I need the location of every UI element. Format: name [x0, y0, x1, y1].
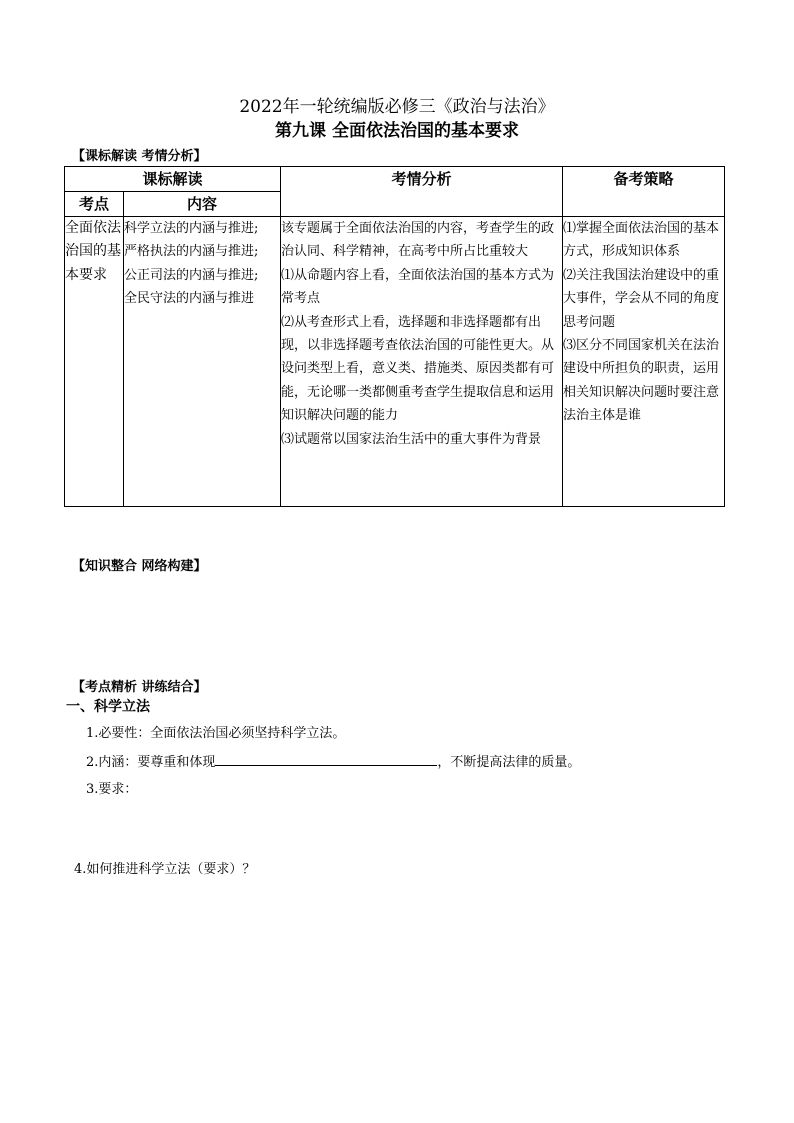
strategy-paragraph: ⑶区分不同国家机关在法治建设中所担负的职责，运用相关知识解决问题时要注意法治主体是谁 [563, 338, 720, 424]
item-question: 4.如何推进科学立法（要求）？ [74, 862, 256, 877]
header-point: 考点 [65, 192, 124, 217]
cell-content [124, 217, 281, 507]
analysis-paragraph: ⑶试题常以国家法治生活中的重大事件为背景 [281, 431, 542, 447]
content-line: 科学立法的内涵与推进; [124, 221, 259, 236]
heading-scientific-legislation: 一、科学立法 [66, 699, 150, 715]
curriculum-analysis-table [64, 166, 725, 507]
content-line: 公正司法的内涵与推进; [124, 267, 259, 283]
cell-strategy [563, 217, 725, 507]
strategy-paragraph: ⑵关注我国法治建设中的重大事件，学会从不同的角度思考问题 [563, 267, 720, 330]
content-line: 严格执法的内涵与推进; [124, 244, 259, 260]
item-necessity: 1.必要性：全面依法治国必须坚持科学立法。 [86, 726, 346, 741]
analysis-paragraph: ⑴从命题内容上看，全面依法治国的基本方式为常考点 [281, 267, 555, 307]
item-connotation-suffix: ，不断提高法律的质量。 [437, 755, 581, 770]
section-label-knowledge: 【知识整合 网络构建】 [72, 559, 207, 574]
content-line: 全民守法的内涵与推进 [124, 291, 255, 307]
cell-point: 全面依法治国的基本要求 [65, 217, 124, 507]
header-curriculum: 课标解读 [65, 167, 281, 192]
item-connotation [86, 753, 580, 772]
strategy-paragraph: ⑴掌握全面依法治国的基本方式，形成知识体系 [563, 221, 720, 260]
analysis-paragraph: 该专题属于全面依法治国的内容，考查学生的政治认同、科学精神，在高考中所占比重较大 [281, 221, 555, 260]
document-title: 2022年一轮统编版必修三《政治与法治》 [239, 97, 555, 117]
header-strategy: 备考策略 [563, 167, 725, 217]
item-requirements: 3.要求： [86, 782, 138, 797]
analysis-paragraph: ⑵从考查形式上看，选择题和非选择题都有出现，以非选择题考查依法治国的可能性更大。从设问类型上看，意义类、措施类、原因类都有可能，无论哪一类都侧重考查学生提取信息和运用知识解决问题的能力 [281, 314, 555, 424]
fill-in-blank[interactable] [215, 753, 437, 766]
section-label-practice: 【考点精析 讲练结合】 [72, 680, 207, 695]
header-exam-analysis: 考情分析 [281, 167, 563, 217]
lesson-title: 第九课 全面依法治国的基本要求 [275, 121, 519, 141]
item-connotation-prefix: 2.内涵：要尊重和体现 [86, 755, 216, 770]
header-content: 内容 [124, 192, 281, 217]
section-label-curriculum: 【课标解读 考情分析】 [72, 149, 207, 164]
cell-analysis [281, 217, 563, 507]
